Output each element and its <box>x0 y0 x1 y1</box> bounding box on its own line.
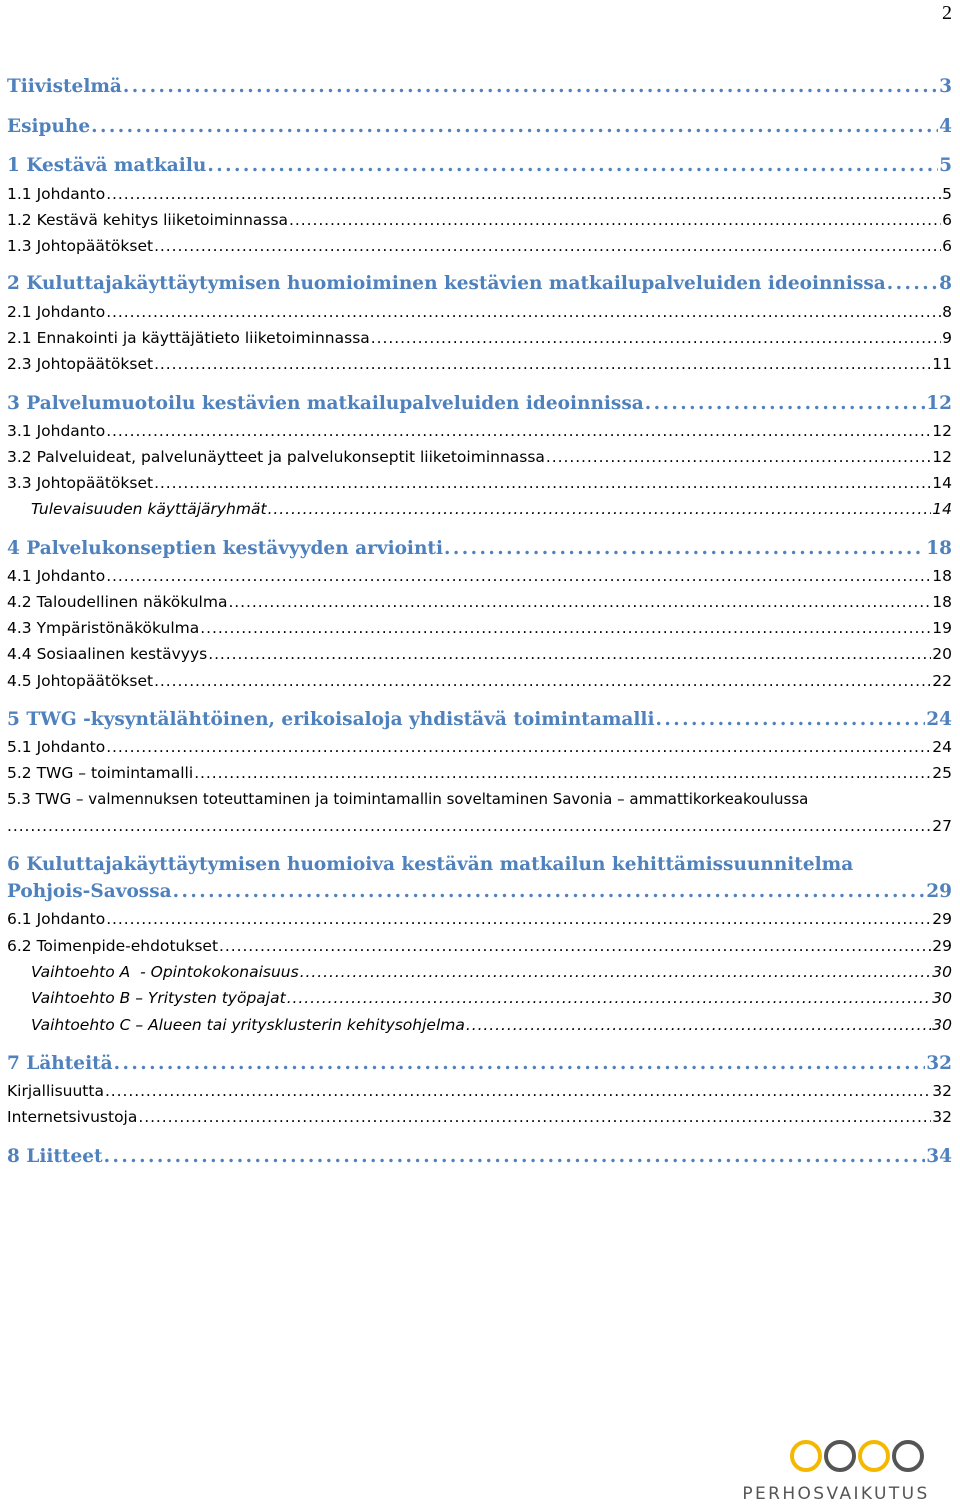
toc-entry-title: Esipuhe <box>7 116 91 137</box>
toc-entry-page: 12 <box>926 393 952 414</box>
toc-entry-title: 4.3 Ympäristönäkökulma <box>7 619 200 637</box>
dot-leader <box>154 355 931 373</box>
dot-leader <box>200 619 931 637</box>
toc-entry-vaihtoehto-c[interactable] <box>7 1016 952 1034</box>
toc-entry-page: 12 <box>932 448 952 466</box>
toc-entry-page: 32 <box>926 1053 952 1074</box>
toc-entry-kirjallisuutta[interactable] <box>7 1082 952 1100</box>
toc-entry-title: 3.1 Johdanto <box>7 422 106 440</box>
toc-entry-title: 4.2 Taloudellinen näkökulma <box>7 593 228 611</box>
toc-entry-chapter-7[interactable] <box>7 1053 952 1074</box>
toc-entry-6-2[interactable] <box>7 937 952 955</box>
toc-entry-title: 3.2 Palveluideat, palvelunäytteet ja palvelukonseptit liiketoiminnassa <box>7 448 545 466</box>
toc-entry-page: 24 <box>926 709 952 730</box>
dot-leader <box>268 500 932 518</box>
toc-entry-title: Vaihtoehto C – Alueen tai yritysklusterin kehitysohjelma <box>31 1016 465 1034</box>
toc-entry-page: 4 <box>939 116 952 137</box>
toc-entry-internetsivustoja[interactable] <box>7 1108 952 1126</box>
toc-entry-page: 29 <box>932 937 952 955</box>
toc-entry-page: 22 <box>932 672 952 690</box>
toc-entry-title: 4.4 Sosiaalinen kestävyys <box>7 645 208 663</box>
toc-entry-title: 5 TWG -kysyntälähtöinen, erikoisaloja yhdistävä toimintamalli <box>7 709 655 730</box>
dot-leader <box>466 1016 931 1034</box>
toc-entry-4-1[interactable] <box>7 567 952 585</box>
toc-entry-chapter-6-line-2[interactable] <box>7 881 952 902</box>
toc-entry-chapter-3[interactable] <box>7 393 952 414</box>
toc-entry-title: 6.2 Toimenpide-ehdotukset <box>7 937 219 955</box>
toc-entry-title: 5.2 TWG – toimintamalli <box>7 764 194 782</box>
toc-entry-1-3[interactable] <box>7 237 952 255</box>
dot-leader <box>123 76 938 97</box>
toc-entry-title: 4.1 Johdanto <box>7 567 106 585</box>
toc-entry-3-3[interactable] <box>7 474 952 492</box>
toc-entry-title: 1.2 Kestävä kehitys liiketoiminnassa <box>7 211 289 229</box>
dot-leader <box>91 116 938 137</box>
toc-entry-page: 19 <box>932 619 952 637</box>
toc-entry-page: 18 <box>926 538 952 559</box>
toc-entry-title: 5.1 Johdanto <box>7 738 106 756</box>
toc-entry-title: 2.3 Johtopäätökset <box>7 355 154 373</box>
toc-entry-page: 20 <box>932 645 952 663</box>
toc-entry-page: 14 <box>932 474 952 492</box>
toc-entry-page: 27 <box>932 817 952 835</box>
toc-entry-tulevaisuuden-kayttajaryhmat[interactable] <box>7 500 952 518</box>
toc-entry-2-3[interactable] <box>7 355 952 373</box>
toc-entry-page: 30 <box>932 1016 952 1034</box>
toc-entry-page: 34 <box>926 1146 952 1167</box>
dot-leader <box>154 237 941 255</box>
dot-leader <box>645 393 925 414</box>
toc-entry-5-3-line-2[interactable] <box>7 817 952 835</box>
toc-entry-chapter-6-line-1[interactable] <box>7 854 952 875</box>
toc-entry-page: 18 <box>932 567 952 585</box>
dot-leader <box>546 448 931 466</box>
toc-entry-page: 32 <box>932 1082 952 1100</box>
toc-entry-title: 3.3 Johtopäätökset <box>7 474 154 492</box>
logo-circle-4 <box>894 1442 922 1470</box>
toc-entry-title: Tiivistelmä <box>7 76 122 97</box>
toc-entry-page: 18 <box>932 593 952 611</box>
toc-entry-title: 1.1 Johdanto <box>7 185 106 203</box>
dot-leader <box>106 567 931 585</box>
dot-leader <box>105 1082 931 1100</box>
toc-entry-4-2[interactable] <box>7 593 952 611</box>
toc-entry-title: Vaihtoehto B – Yritysten työpajat <box>31 989 286 1007</box>
dot-leader <box>887 273 938 294</box>
toc-entry-title: 4.5 Johtopäätökset <box>7 672 154 690</box>
toc-entry-page: 14 <box>932 500 952 518</box>
toc-entry-title: 5.3 TWG – valmennuksen toteuttaminen ja toimintamallin soveltaminen Savonia – ammattikorkeakoulussa <box>7 790 809 808</box>
dot-leader <box>228 593 931 611</box>
toc-entry-chapter-2[interactable] <box>7 273 952 294</box>
toc-entry-page: 6 <box>942 237 952 255</box>
logo-wordmark: PERHOSVAIKUTUS <box>742 1484 930 1504</box>
toc-entry-page: 24 <box>932 738 952 756</box>
dot-leader <box>207 155 938 176</box>
toc-entry-title: 2.1 Johdanto <box>7 303 106 321</box>
toc-entry-title: 1 Kestävä matkailu <box>7 155 207 176</box>
dot-leader <box>114 1053 926 1074</box>
toc-entry-chapter-5[interactable] <box>7 709 952 730</box>
toc-entry-page: 30 <box>932 989 952 1007</box>
toc-entry-page: 6 <box>942 211 952 229</box>
logo-circle-2 <box>826 1442 854 1470</box>
toc-entry-page: 3 <box>939 76 952 97</box>
toc-entry-page: 9 <box>942 329 952 347</box>
toc-entry-3-1[interactable] <box>7 422 952 440</box>
dot-leader <box>154 474 931 492</box>
toc-entry-tiivistelma[interactable] <box>7 76 952 97</box>
dot-leader <box>300 963 932 981</box>
toc-entry-title: 6.1 Johdanto <box>7 910 106 928</box>
toc-entry-title: Vaihtoehto A - Opintokokonaisuus <box>31 963 299 981</box>
toc-entry-2-2[interactable] <box>7 329 952 347</box>
toc-entry-title: Internetsivustoja <box>7 1108 138 1126</box>
toc-entry-title: Kirjallisuutta <box>7 1082 104 1100</box>
toc-entry-chapter-8[interactable] <box>7 1146 952 1167</box>
dot-leader <box>219 937 931 955</box>
toc-entry-chapter-1[interactable] <box>7 155 952 176</box>
dot-leader <box>289 211 941 229</box>
dot-leader <box>138 1108 931 1126</box>
dot-leader <box>371 329 941 347</box>
dot-leader <box>106 422 931 440</box>
toc-entry-title: 2 Kuluttajakäyttäytymisen huomioiminen kestävien matkailupalveluiden ideoinnissa <box>7 273 886 294</box>
toc-entry-2-1[interactable] <box>7 303 952 321</box>
logo-circle-1 <box>792 1442 820 1470</box>
toc-entry-3-2[interactable] <box>7 448 952 466</box>
toc-entry-title: Tulevaisuuden käyttäjäryhmät <box>31 500 267 518</box>
toc-entry-page: 11 <box>932 355 952 373</box>
toc-entry-title: 3 Palvelumuotoilu kestävien matkailupalveluiden ideoinnissa <box>7 393 644 414</box>
toc-entry-1-1[interactable] <box>7 185 952 203</box>
toc-entry-5-2[interactable] <box>7 764 952 782</box>
toc-entry-page: 25 <box>932 764 952 782</box>
toc-entry-page: 32 <box>932 1108 952 1126</box>
dot-leader <box>208 645 931 663</box>
toc-entry-6-1[interactable] <box>7 910 952 928</box>
dot-leader <box>173 881 926 902</box>
toc-entry-page: 29 <box>926 881 952 902</box>
toc-entry-4-4[interactable] <box>7 645 952 663</box>
dot-leader <box>106 910 931 928</box>
toc-entry-title: 8 Liitteet <box>7 1146 103 1167</box>
toc-entry-title: 4 Palvelukonseptien kestävyyden arviointi <box>7 538 443 559</box>
toc-entry-title: 7 Lähteitä <box>7 1053 113 1074</box>
logo-circle-3 <box>860 1442 888 1470</box>
toc-entry-4-5[interactable] <box>7 672 952 690</box>
toc-entry-chapter-4[interactable] <box>7 538 952 559</box>
dot-leader <box>106 185 941 203</box>
dot-leader <box>154 672 931 690</box>
toc-entry-page: 5 <box>942 185 952 203</box>
toc-entry-title: 1.3 Johtopäätökset <box>7 237 154 255</box>
dot-leader <box>655 709 925 730</box>
toc-entry-4-3[interactable] <box>7 619 952 637</box>
toc-entry-page: 8 <box>942 303 952 321</box>
toc-entry-page: 8 <box>939 273 952 294</box>
dot-leader <box>194 764 931 782</box>
toc-entry-page: 30 <box>932 963 952 981</box>
toc-entry-esipuhe[interactable] <box>7 116 952 137</box>
toc-entry-title: Pohjois-Savossa <box>7 881 172 902</box>
toc-entry-vaihtoehto-b[interactable] <box>7 989 952 1007</box>
toc-entry-page: 29 <box>932 910 952 928</box>
toc-entry-page: 12 <box>932 422 952 440</box>
toc-entry-vaihtoehto-a[interactable] <box>7 963 952 981</box>
toc-entry-title: 6 Kuluttajakäyttäytymisen huomioiva kestävän matkailun kehittämissuunnitelma <box>7 854 854 875</box>
dot-leader <box>444 538 925 559</box>
dot-leader <box>106 738 931 756</box>
toc-entry-5-3-line-1[interactable] <box>7 790 952 808</box>
toc-entry-page: 5 <box>939 155 952 176</box>
toc-entry-5-1[interactable] <box>7 738 952 756</box>
toc-entry-title: 2.1 Ennakointi ja käyttäjätieto liiketoiminnassa <box>7 329 370 347</box>
dot-leader <box>104 1146 926 1167</box>
toc-entry-1-2[interactable] <box>7 211 952 229</box>
page-number: 2 <box>942 2 952 24</box>
dot-leader <box>106 303 941 321</box>
dot-leader <box>7 817 931 835</box>
dot-leader <box>287 989 932 1007</box>
